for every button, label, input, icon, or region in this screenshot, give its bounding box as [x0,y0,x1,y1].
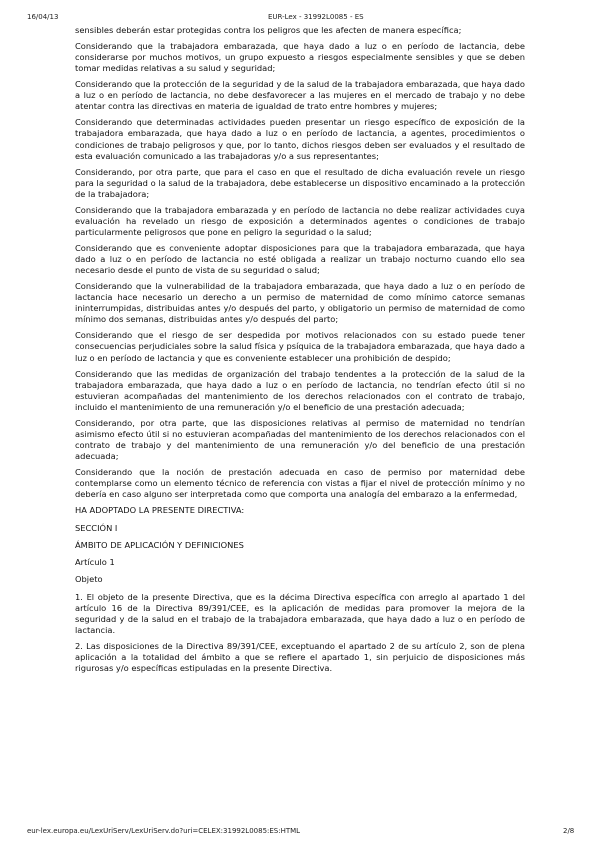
header-title: EUR-Lex - 31992L0085 - ES [268,13,364,21]
section-title: ÁMBITO DE APLICACIÓN Y DEFINICIONES [75,539,244,550]
recital-paragraph: Considerando que el riesgo de ser despedida por motivos relacionados con su estado puede tener consecuencias perjudiciales sobre la salud física y psíquica de la trabajadora embarazada, que haya dado a luz o en período de lactancia y que es conveniente establecer una prohibición de despido; [75,330,525,363]
recital-paragraph: Considerando que las medidas de organización del trabajo tendentes a la protección de la salud de la trabajadora embarazada, que haya dado a luz o en período de lactancia, no tendrían efecto útil si no estuvieran acompañadas del mantenimiento de los derechos relacionados con el contrato de trabajo, incluido el mantenimiento de una remuneración y/o el beneficio de una prestación adecuada; [75,368,525,412]
article-heading: Artículo 1 [75,557,115,568]
paragraph-continuation: sensibles deberán estar protegidas contra los peligros que les afecten de manera específica; [75,25,462,35]
recital-paragraph: Considerando que la noción de prestación adecuada en caso de permiso por maternidad debe contemplarse como un elemento técnico de referencia con vistas a fijar el nivel de protección mínimo y no debería en caso alguno ser interpretada como que comporta una analogía del embarazo a la enfermedad, [75,467,525,500]
recital-paragraph: Considerando que la trabajadora embarazada y en período de lactancia no debe realizar actividades cuya evaluación ha revelado un riesgo de exposición a determinados agentes o condiciones de trabajo particularmente peligrosos que pone en peligro la seguridad o la salud; [75,204,525,237]
article-paragraph: 2. Las disposiciones de la Directiva 89/391/CEE, exceptuando el apartado 2 de su artículo 2, son de plena aplicación a la totalidad del ámbito a que se refiere el apartado 1, sin perjuicio de disposiciones más rigurosas y/o específicas estipuladas en la presente Directiva. [75,640,525,674]
header-date: 16/04/13 [27,13,59,21]
footer-url: eur-lex.europa.eu/LexUriServ/LexUriServ.do?uri=CELEX:31992L0085:ES:HTML [27,827,301,835]
recital-paragraph: Considerando, por otra parte, que las disposiciones relativas al permiso de maternidad no tendrían asimismo efecto útil si no estuvieran acompañadas del mantenimiento de los derechos relacionados con el contrato de trabajo y del mantenimiento de una remuneración y/o del beneficio de una prestación adecuada; [75,417,525,462]
article-title: Objeto [75,574,103,585]
recital-paragraph: Considerando que la trabajadora embarazada, que haya dado a luz o en período de lactancia, debe considerarse por muchos motivos, un grupo expuesto a riesgos especialmente sensibles y que se deben tomar medidas relativas a su salud y seguridad; [75,40,525,74]
footer-page-number: 2/8 [563,827,575,835]
recital-paragraph: Considerando, por otra parte, que para el caso en que el resultado de dicha evaluación revele un riesgo para la seguridad o la salud de la trabajadora, debe establecerse un dispositivo encaminado a la protección de la trabajadora; [75,166,525,199]
article-paragraph: 1. El objeto de la presente Directiva, que es la décima Directiva específica con arreglo al apartado 1 del artículo 16 de la Directiva 89/391/CEE, es la aplicación de medidas para promover la mejora de la seguridad y de la salud en el trabajo de la trabajadora embarazada, que haya dado a luz o en período de lactancia. [75,591,525,635]
recital-paragraph: Considerando que la vulnerabilidad de la trabajadora embarazada, que haya dado a luz o en período de lactancia hace necesario un derecho a un permiso de maternidad de como mínimo catorce semanas ininterrumpidas, distribuidas antes y/o después del parto, y obligatorio un permiso de maternidad de como mínimo dos semanas, distribuidas antes y/o después del parto; [75,281,525,325]
section-heading: SECCIÓN I [75,522,118,533]
recital-paragraph: Considerando que la protección de la seguridad y de la salud de la trabajadora embarazada, que haya dado a luz o en período de lactancia, no debe desfavorecer a las mujeres en el mercado de trabajo y no debe atentar contra las directivas en materia de igualdad de trato entre hombres y mujeres; [75,79,525,112]
adoption-statement: HA ADOPTADO LA PRESENTE DIRECTIVA: [75,505,245,516]
document-body [75,25,525,679]
recital-paragraph: Considerando que es conveniente adoptar disposiciones para que la trabajadora embarazada, que haya dado a luz o en período de lactancia no esté obligada a realizar un trabajo nocturno cuando ello sea necesario desde el punto de vista de su seguridad o salud; [75,242,525,276]
recital-paragraph: Considerando que determinadas actividades pueden presentar un riesgo específico de exposición de la trabajadora embarazada, que haya dado a luz o en período de lactancia, a agentes, procedimientos o condiciones de trabajo peligrosos y que, por lo tanto, dichos riesgos deben ser evaluados y el resultado de esta evaluación comunicado a las trabajadoras y/o a sus representantes; [75,117,525,161]
